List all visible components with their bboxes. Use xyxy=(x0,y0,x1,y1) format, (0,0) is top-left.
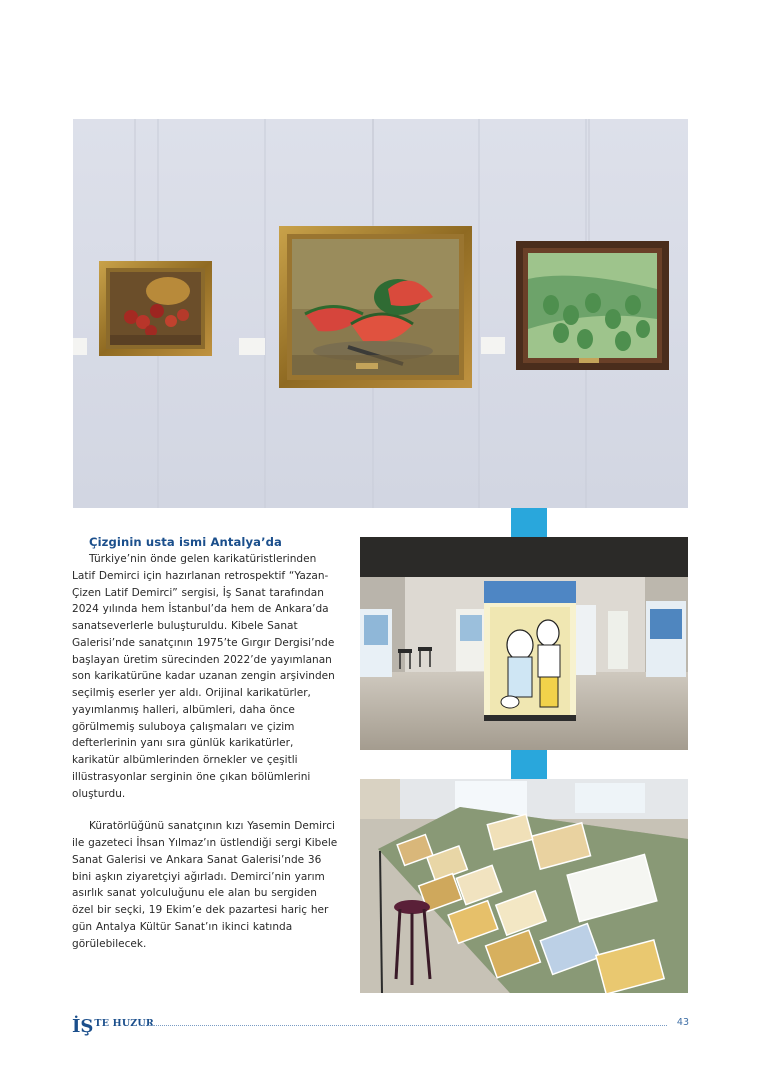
article-heading: Çizginin usta ismi Antalya’da xyxy=(89,535,282,549)
display-table-photo xyxy=(360,779,688,993)
page-number: 43 xyxy=(676,1017,689,1028)
article-paragraph-1: Türkiye’nin önde gelen karikatüristlerinden Latif Demirci için hazırlanan retrospektif “Yazan-Çizen Latif Demirci” sergisi, İş Sanat tarafından 2024 yılında hem İstanbul’da hem de Ankara’da sanatseverlerle buluşturuldu. Kibele Sanat Galerisi’nde sanatçının 1975’te Gırgır Dergisi’nde başlayan üretim sürecinden 2022’de yayımlanan son karikatürüne kadar uzanan zengin arşivinden seçilmiş eserler yer aldı. Orijinal karikatürler, yayımlanmış halleri, albümleri, daha önce görülmemiş suluboya çalışmaları ve çizim defterlerinin yanı sıra günlük karikatürler, karikatür albümlerinden örnekler ve çeşitli illüstrasyonlar serginin öne çıkan bölümlerini oluşturdu. xyxy=(72,553,335,800)
logo-mark: İŞ xyxy=(72,1016,94,1037)
exhibition-hall-photo xyxy=(360,537,688,750)
footer-divider xyxy=(140,1025,667,1026)
painting-pomegranates xyxy=(99,261,212,356)
accent-block-top xyxy=(511,508,547,537)
logo-text: TE HUZUR xyxy=(94,1018,155,1029)
article xyxy=(72,535,340,952)
page-footer xyxy=(72,1014,689,1036)
article-paragraph-2: Küratörlüğünü sanatçının kızı Yasemin Demirci ile gazeteci İhsan Yılmaz’ın üstlendiği sergi Kibele Sanat Galerisi ve Ankara Sanat Galerisi’nde 36 bini aşkın ziyaretçiyi ağırladı. Demirci’nin yarım asırlık sanat yolculuğunu ele alan bu sergiden özel bir seçki, 19 Ekim’e dek pazartesi hariç her gün Antalya Kültür Sanat’ın ikinci katında görülebilecek. xyxy=(72,820,338,950)
painting-figs xyxy=(516,241,669,370)
gallery-wall-photo xyxy=(73,119,688,508)
painting-watermelon xyxy=(279,226,472,388)
accent-block-middle xyxy=(511,750,547,779)
